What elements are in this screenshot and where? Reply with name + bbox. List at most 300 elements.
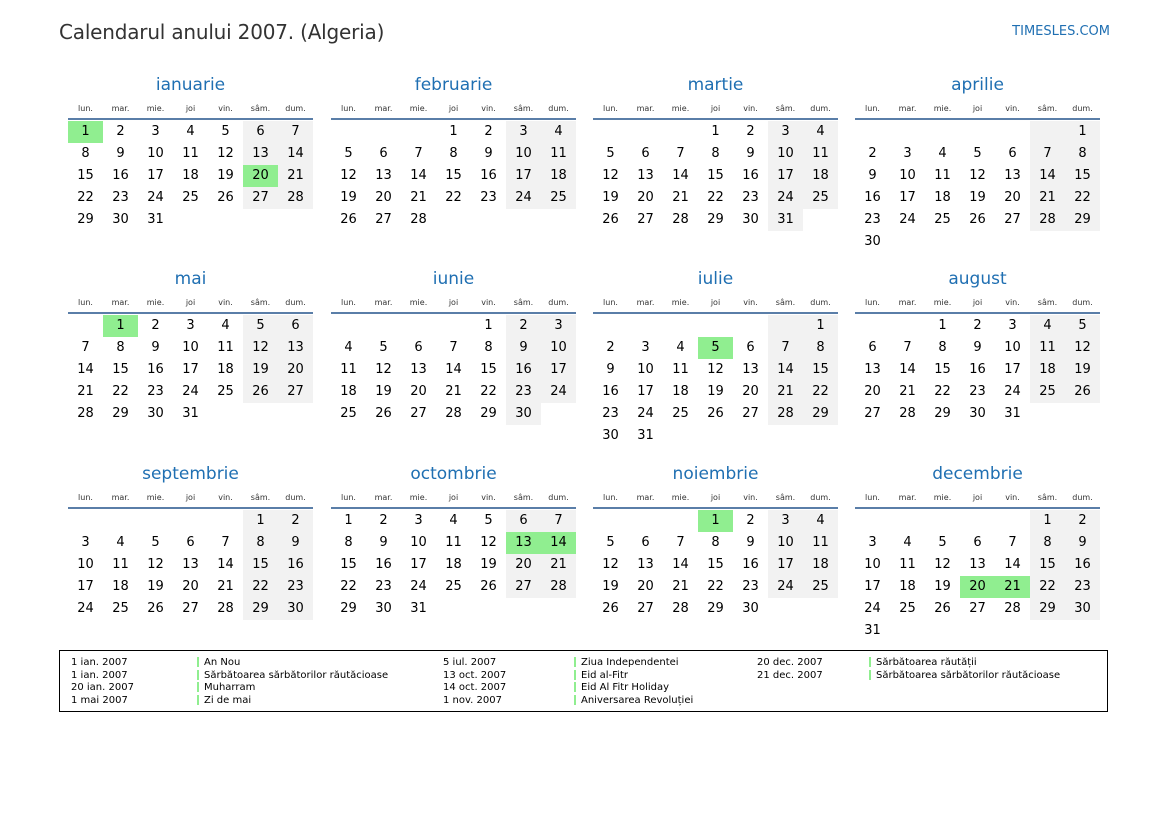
day-cell: 2 — [278, 510, 313, 532]
day-cell: 16 — [742, 168, 759, 183]
day-cell: 8 — [344, 535, 353, 550]
day-cell: 24 — [410, 579, 427, 594]
day-cell: 29 — [340, 601, 357, 616]
day-cell: 24 — [768, 187, 803, 209]
week-row — [855, 359, 1100, 381]
day-cell: 22 — [77, 190, 94, 205]
day-cell: 20 — [278, 359, 313, 381]
day-cell: 16 — [112, 168, 129, 183]
weekday-label: dum. — [1072, 104, 1093, 113]
legend-holiday-name: Eid al-Fitr — [581, 669, 628, 681]
day-cell: 13 — [278, 337, 313, 359]
week-row — [68, 143, 313, 165]
day-cell: 4 — [803, 510, 838, 532]
day-cell: 21 — [410, 190, 427, 205]
weekday-label: vin. — [218, 298, 233, 307]
week-row — [68, 554, 313, 576]
day-cell: 22 — [707, 190, 724, 205]
month-mai — [68, 269, 313, 425]
day-cell: 1 — [243, 510, 278, 532]
weekday-header — [855, 102, 1100, 120]
day-cell: 24 — [182, 384, 199, 399]
weekday-label: mar. — [636, 493, 655, 502]
day-cell: 25 — [803, 187, 838, 209]
day-cell: 12 — [1065, 337, 1100, 359]
weekday-label: vin. — [743, 104, 758, 113]
day-cell: 27 — [278, 381, 313, 403]
empty-cell — [768, 598, 803, 620]
weekday-label: sâm. — [1037, 493, 1058, 502]
week-row — [593, 209, 838, 231]
day-cell: 1 — [803, 315, 838, 337]
day-cell: 3 — [506, 121, 541, 143]
day-cell: 6 — [278, 315, 313, 337]
day-cell: 8 — [1030, 532, 1065, 554]
day-cell: 13 — [637, 557, 654, 572]
day-cell: 28 — [1030, 209, 1065, 231]
day-cell: 3 — [151, 124, 160, 139]
day-cell: 7 — [1030, 143, 1065, 165]
legend-date: 13 oct. 2007 — [443, 669, 507, 681]
empty-cell — [890, 315, 925, 337]
day-cell: 11 — [803, 143, 838, 165]
day-cell: 2 — [606, 340, 615, 355]
day-cell: 4 — [803, 121, 838, 143]
legend-date: 5 iul. 2007 — [443, 657, 497, 668]
empty-cell — [506, 209, 541, 231]
day-cell: 13 — [1004, 168, 1021, 183]
day-cell: 26 — [602, 212, 619, 227]
empty-cell — [925, 231, 960, 253]
empty-cell — [890, 231, 925, 253]
week-row — [68, 315, 313, 337]
month-name: octombrie — [410, 464, 497, 484]
weekday-label: joi — [710, 298, 721, 307]
day-cell: 12 — [934, 557, 951, 572]
weekday-label: joi — [710, 104, 721, 113]
day-cell: 5 — [344, 146, 353, 161]
day-cell: 17 — [541, 359, 576, 381]
day-cell: 27 — [182, 601, 199, 616]
day-cell: 6 — [414, 340, 423, 355]
day-cell: 31 — [410, 601, 427, 616]
month-decembrie — [855, 464, 1100, 642]
day-cell: 19 — [969, 190, 986, 205]
weekday-label: mie. — [933, 298, 952, 307]
day-cell: 25 — [112, 601, 129, 616]
weekday-label: joi — [972, 493, 983, 502]
legend-holiday-name: Zi de mai — [204, 694, 252, 706]
brand-link[interactable]: TIMESLES.COM — [1012, 24, 1110, 39]
day-cell: 14 — [672, 557, 689, 572]
day-cell: 19 — [217, 168, 234, 183]
day-cell: 11 — [340, 362, 357, 377]
legend-dates-col2 — [443, 657, 506, 707]
day-cell: 30 — [742, 212, 759, 227]
empty-cell — [995, 231, 1030, 253]
weekday-label: vin. — [218, 493, 233, 502]
week-row — [68, 532, 313, 554]
month-februarie — [331, 75, 576, 231]
day-cell: 23 — [1065, 576, 1100, 598]
weekday-label: sâm. — [513, 104, 534, 113]
weekday-label: dum. — [285, 298, 306, 307]
month-martie — [593, 75, 838, 231]
day-cell: 23 — [112, 190, 129, 205]
empty-cell — [1030, 121, 1065, 143]
empty-cell — [855, 315, 890, 337]
day-cell: 23 — [864, 212, 881, 227]
day-cell: 13 — [410, 362, 427, 377]
empty-cell — [768, 315, 803, 337]
day-cell: 12 — [375, 362, 392, 377]
week-row — [331, 576, 576, 598]
day-cell: 20 — [182, 579, 199, 594]
day-cell: 28 — [217, 601, 234, 616]
weekday-label: mar. — [111, 298, 130, 307]
weekday-label: vin. — [1005, 104, 1020, 113]
day-cell: 15 — [803, 359, 838, 381]
weekday-label: lun. — [603, 298, 618, 307]
weekday-label: lun. — [78, 493, 93, 502]
day-cell: 17 — [410, 557, 427, 572]
day-cell: 13 — [243, 143, 278, 165]
day-cell: 14 — [1030, 165, 1065, 187]
legend-names-col1 — [204, 657, 388, 707]
day-cell: 16 — [480, 168, 497, 183]
day-grid — [331, 315, 576, 425]
week-row — [68, 359, 313, 381]
day-cell: 12 — [602, 168, 619, 183]
weekday-header — [331, 296, 576, 314]
day-cell: 4 — [186, 124, 195, 139]
holiday-day-cell: 1 — [698, 510, 733, 532]
day-cell: 9 — [868, 168, 877, 183]
day-cell: 13 — [864, 362, 881, 377]
day-cell: 24 — [147, 190, 164, 205]
month-iulie — [593, 269, 838, 447]
weekday-label: sâm. — [1037, 104, 1058, 113]
day-cell: 11 — [672, 362, 689, 377]
day-cell: 27 — [742, 406, 759, 421]
weekday-label: vin. — [1005, 298, 1020, 307]
day-cell: 15 — [340, 557, 357, 572]
day-cell: 9 — [606, 362, 615, 377]
day-cell: 5 — [243, 315, 278, 337]
day-cell: 10 — [541, 337, 576, 359]
day-cell: 17 — [899, 190, 916, 205]
day-cell: 5 — [606, 535, 615, 550]
day-cell: 11 — [217, 340, 234, 355]
day-cell: 2 — [484, 124, 493, 139]
month-name: noiembrie — [672, 464, 759, 484]
day-cell: 26 — [147, 601, 164, 616]
month-name: februarie — [414, 75, 493, 95]
empty-cell — [278, 403, 313, 425]
week-row — [593, 143, 838, 165]
day-cell: 19 — [375, 384, 392, 399]
week-row — [68, 598, 313, 620]
empty-cell — [541, 598, 576, 620]
day-cell: 10 — [1004, 340, 1021, 355]
day-cell: 26 — [707, 406, 724, 421]
empty-cell — [890, 510, 925, 532]
empty-cell — [628, 510, 663, 532]
legend-dates-col1 — [71, 657, 134, 707]
day-cell: 15 — [243, 554, 278, 576]
weekday-label: lun. — [865, 298, 880, 307]
day-cell: 28 — [899, 406, 916, 421]
day-cell: 22 — [934, 384, 951, 399]
day-cell: 2 — [746, 513, 755, 528]
day-grid — [331, 510, 576, 620]
empty-cell — [138, 510, 173, 532]
day-cell: 13 — [182, 557, 199, 572]
day-cell: 10 — [147, 146, 164, 161]
week-row — [331, 315, 576, 337]
day-cell: 7 — [449, 340, 458, 355]
month-ianuarie — [68, 75, 313, 231]
week-row — [331, 598, 576, 620]
day-cell: 30 — [1065, 598, 1100, 620]
day-cell: 9 — [506, 337, 541, 359]
day-cell: 7 — [81, 340, 90, 355]
day-cell: 13 — [969, 557, 986, 572]
day-cell: 11 — [803, 532, 838, 554]
week-row — [855, 403, 1100, 425]
week-row — [855, 598, 1100, 620]
day-cell: 5 — [221, 124, 230, 139]
day-cell: 3 — [1008, 318, 1017, 333]
day-cell: 6 — [506, 510, 541, 532]
empty-cell — [1065, 620, 1100, 642]
empty-cell — [1030, 620, 1065, 642]
day-cell: 8 — [711, 146, 720, 161]
day-cell: 5 — [484, 513, 493, 528]
day-cell: 10 — [768, 143, 803, 165]
day-cell: 25 — [445, 579, 462, 594]
day-cell: 6 — [746, 340, 755, 355]
holiday-day-cell: 1 — [68, 121, 103, 143]
weekday-label: mie. — [671, 298, 690, 307]
empty-cell — [68, 510, 103, 532]
day-cell: 15 — [112, 362, 129, 377]
weekday-label: mar. — [636, 104, 655, 113]
day-cell: 3 — [768, 510, 803, 532]
legend-holiday-name: An Nou — [204, 657, 241, 668]
weekday-label: vin. — [218, 104, 233, 113]
weekday-label: dum. — [810, 104, 831, 113]
day-cell: 8 — [803, 337, 838, 359]
day-cell: 29 — [707, 601, 724, 616]
empty-cell — [855, 121, 890, 143]
week-row — [331, 403, 576, 425]
day-cell: 30 — [147, 406, 164, 421]
day-cell: 9 — [746, 146, 755, 161]
empty-cell — [768, 425, 803, 447]
day-cell: 12 — [243, 337, 278, 359]
day-cell: 16 — [864, 190, 881, 205]
week-row — [331, 510, 576, 532]
day-cell: 11 — [112, 557, 129, 572]
day-cell: 6 — [379, 146, 388, 161]
week-row — [593, 121, 838, 143]
day-cell: 3 — [414, 513, 423, 528]
weekday-header — [593, 491, 838, 509]
weekday-label: joi — [185, 104, 196, 113]
week-row — [855, 143, 1100, 165]
day-cell: 10 — [182, 340, 199, 355]
day-cell: 9 — [116, 146, 125, 161]
day-cell: 15 — [1065, 165, 1100, 187]
day-grid — [593, 315, 838, 447]
week-row — [855, 620, 1100, 642]
day-cell: 4 — [344, 340, 353, 355]
day-cell: 28 — [278, 187, 313, 209]
day-cell: 2 — [1065, 510, 1100, 532]
day-cell: 10 — [864, 557, 881, 572]
week-row — [593, 403, 838, 425]
empty-cell — [366, 315, 401, 337]
day-cell: 2 — [868, 146, 877, 161]
empty-cell — [471, 209, 506, 231]
week-row — [593, 554, 838, 576]
day-cell: 22 — [707, 579, 724, 594]
day-cell: 25 — [182, 190, 199, 205]
day-cell: 10 — [506, 143, 541, 165]
empty-cell — [331, 315, 366, 337]
empty-cell — [593, 121, 628, 143]
day-cell: 5 — [606, 146, 615, 161]
day-cell: 16 — [375, 557, 392, 572]
day-cell: 14 — [672, 168, 689, 183]
weekday-label: sâm. — [775, 493, 796, 502]
day-cell: 13 — [742, 362, 759, 377]
empty-cell — [243, 209, 278, 231]
day-cell: 26 — [375, 406, 392, 421]
weekday-label: lun. — [78, 104, 93, 113]
day-cell: 4 — [449, 513, 458, 528]
day-cell: 17 — [147, 168, 164, 183]
day-cell: 29 — [934, 406, 951, 421]
legend-names-col3 — [876, 657, 1060, 682]
weekday-label: mar. — [111, 104, 130, 113]
legend-names-col2 — [581, 657, 693, 707]
day-cell: 13 — [637, 168, 654, 183]
day-cell: 5 — [1065, 315, 1100, 337]
day-cell: 23 — [742, 190, 759, 205]
weekday-label: vin. — [481, 493, 496, 502]
day-cell: 8 — [938, 340, 947, 355]
week-row — [593, 187, 838, 209]
weekday-header — [331, 102, 576, 120]
day-cell: 30 — [506, 403, 541, 425]
empty-cell — [890, 620, 925, 642]
week-row — [855, 121, 1100, 143]
weekday-label: sâm. — [775, 104, 796, 113]
day-cell: 29 — [1065, 209, 1100, 231]
day-cell: 18 — [445, 557, 462, 572]
day-cell: 18 — [217, 362, 234, 377]
weekday-label: lun. — [341, 493, 356, 502]
day-cell: 30 — [375, 601, 392, 616]
day-cell: 6 — [1008, 146, 1017, 161]
empty-cell — [401, 121, 436, 143]
weekday-label: sâm. — [250, 493, 271, 502]
empty-cell — [698, 425, 733, 447]
day-cell: 16 — [147, 362, 164, 377]
day-cell: 11 — [445, 535, 462, 550]
day-cell: 30 — [112, 212, 129, 227]
day-cell: 25 — [672, 406, 689, 421]
day-cell: 3 — [641, 340, 650, 355]
day-cell: 24 — [77, 601, 94, 616]
day-cell: 27 — [243, 187, 278, 209]
month-septembrie — [68, 464, 313, 620]
month-noiembrie — [593, 464, 838, 620]
week-row — [593, 315, 838, 337]
day-cell: 22 — [243, 576, 278, 598]
empty-cell — [890, 121, 925, 143]
day-cell: 3 — [903, 146, 912, 161]
day-cell: 18 — [1030, 359, 1065, 381]
day-cell: 19 — [602, 579, 619, 594]
holiday-day-cell: 1 — [103, 315, 138, 337]
weekday-header — [593, 296, 838, 314]
empty-cell — [593, 510, 628, 532]
day-cell: 30 — [278, 598, 313, 620]
week-row — [593, 165, 838, 187]
day-cell: 26 — [480, 579, 497, 594]
legend-markers-col3 — [869, 657, 871, 682]
day-cell: 23 — [506, 381, 541, 403]
day-cell: 18 — [182, 168, 199, 183]
empty-cell — [208, 403, 243, 425]
day-cell: 6 — [868, 340, 877, 355]
day-cell: 25 — [803, 576, 838, 598]
day-cell: 21 — [768, 381, 803, 403]
day-cell: 31 — [182, 406, 199, 421]
day-cell: 29 — [243, 598, 278, 620]
weekday-header — [68, 491, 313, 509]
empty-cell — [1065, 231, 1100, 253]
day-cell: 22 — [112, 384, 129, 399]
week-row — [68, 381, 313, 403]
legend-date: 1 ian. 2007 — [71, 669, 128, 681]
legend-date: 21 dec. 2007 — [757, 669, 823, 681]
day-cell: 11 — [182, 146, 199, 161]
weekday-label: dum. — [1072, 298, 1093, 307]
day-cell: 10 — [768, 532, 803, 554]
day-cell: 16 — [278, 554, 313, 576]
legend-holiday-name: Eid Al Fitr Holiday — [581, 682, 670, 694]
day-cell: 18 — [541, 165, 576, 187]
empty-cell — [960, 231, 995, 253]
empty-cell — [698, 315, 733, 337]
week-row — [855, 576, 1100, 598]
holiday-day-cell: 13 — [506, 532, 541, 554]
day-cell: 4 — [116, 535, 125, 550]
day-cell: 7 — [414, 146, 423, 161]
day-cell: 22 — [1030, 576, 1065, 598]
day-grid — [593, 121, 838, 231]
day-cell: 1 — [449, 124, 458, 139]
week-row — [593, 337, 838, 359]
empty-cell — [960, 121, 995, 143]
day-cell: 20 — [1004, 190, 1021, 205]
legend-holiday-name: Sărbătoarea răutății — [876, 657, 977, 668]
weekday-label: mie. — [146, 104, 165, 113]
